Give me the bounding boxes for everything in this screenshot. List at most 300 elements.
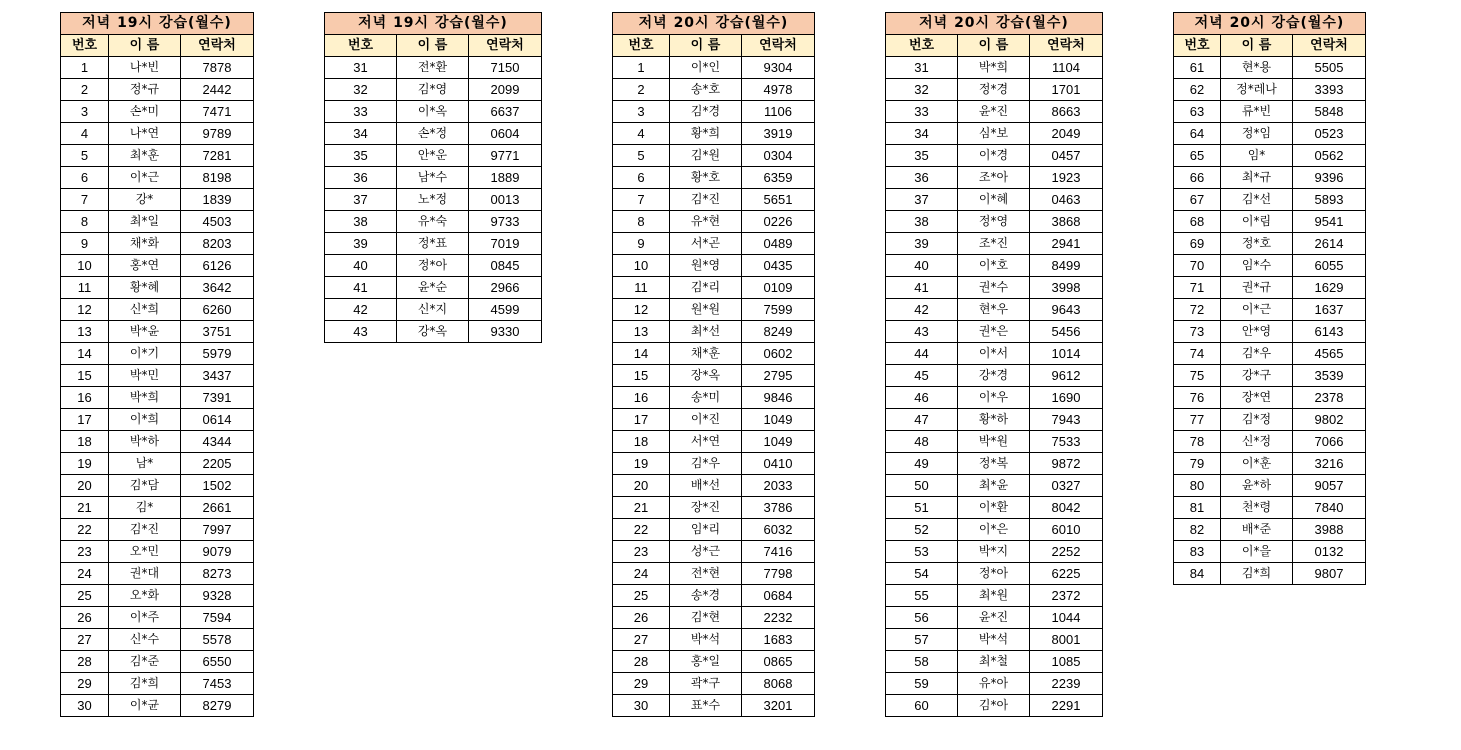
row-number: 79: [1174, 453, 1221, 475]
member-name: 김*원: [670, 145, 742, 167]
row-number: 6: [61, 167, 109, 189]
member-name: 박*희: [109, 387, 181, 409]
table-row: [613, 167, 815, 189]
contact-digits: 9802: [1293, 409, 1366, 431]
member-name: 권*수: [958, 277, 1030, 299]
contact-digits: 1839: [181, 189, 254, 211]
table-row: [613, 541, 815, 563]
table-row: [613, 233, 815, 255]
table-row: [61, 233, 254, 255]
table-row: [613, 321, 815, 343]
member-name: 정*경: [958, 79, 1030, 101]
member-name: 김*담: [109, 475, 181, 497]
contact-digits: 8001: [1030, 629, 1103, 651]
member-name: 김*현: [670, 607, 742, 629]
contact-digits: 1690: [1030, 387, 1103, 409]
member-name: 김*경: [670, 101, 742, 123]
contact-digits: 1049: [742, 431, 815, 453]
contact-digits: 3988: [1293, 519, 1366, 541]
row-number: 23: [61, 541, 109, 563]
header-no: 번호: [325, 35, 397, 57]
contact-digits: 7943: [1030, 409, 1103, 431]
member-name: 이*근: [1221, 299, 1293, 321]
contact-digits: 5893: [1293, 189, 1366, 211]
member-name: 김*진: [670, 189, 742, 211]
row-number: 7: [613, 189, 670, 211]
row-number: 20: [61, 475, 109, 497]
contact-digits: 6260: [181, 299, 254, 321]
row-number: 42: [886, 299, 958, 321]
table-row: [61, 497, 254, 519]
header-name: 이 름: [109, 35, 181, 57]
row-number: 12: [613, 299, 670, 321]
table-body: [61, 57, 254, 717]
member-name: 윤*순: [397, 277, 469, 299]
table-row: [1174, 189, 1366, 211]
table-row: [61, 541, 254, 563]
contact-digits: 3393: [1293, 79, 1366, 101]
contact-digits: 7391: [181, 387, 254, 409]
member-name: 김*정: [1221, 409, 1293, 431]
table-title: 저녁 20시 강습(월수): [1174, 13, 1366, 35]
contact-digits: 6637: [469, 101, 542, 123]
member-name: 이*을: [1221, 541, 1293, 563]
row-number: 84: [1174, 563, 1221, 585]
contact-digits: 0226: [742, 211, 815, 233]
member-name: 류*빈: [1221, 101, 1293, 123]
table-row: [61, 211, 254, 233]
contact-digits: 7840: [1293, 497, 1366, 519]
table-row: [1174, 255, 1366, 277]
row-number: 45: [886, 365, 958, 387]
contact-digits: 2941: [1030, 233, 1103, 255]
contact-digits: 5456: [1030, 321, 1103, 343]
contact-digits: 4344: [181, 431, 254, 453]
contact-digits: 2099: [469, 79, 542, 101]
table-row: [886, 673, 1103, 695]
row-number: 60: [886, 695, 958, 717]
row-number: 77: [1174, 409, 1221, 431]
table-row: [1174, 519, 1366, 541]
row-number: 24: [61, 563, 109, 585]
member-name: 장*옥: [670, 365, 742, 387]
member-name: 성*근: [670, 541, 742, 563]
member-name: 황*혜: [109, 277, 181, 299]
table-row: [1174, 299, 1366, 321]
member-name: 이*환: [958, 497, 1030, 519]
member-name: 정*호: [1221, 233, 1293, 255]
table-row: [886, 299, 1103, 321]
row-number: 78: [1174, 431, 1221, 453]
contact-digits: 7416: [742, 541, 815, 563]
row-number: 24: [613, 563, 670, 585]
member-name: 최*일: [109, 211, 181, 233]
member-name: 표*수: [670, 695, 742, 717]
contact-digits: 0845: [469, 255, 542, 277]
contact-digits: 9612: [1030, 365, 1103, 387]
contact-digits: 2291: [1030, 695, 1103, 717]
table-row: [61, 651, 254, 673]
contact-digits: 0410: [742, 453, 815, 475]
member-name: 채*화: [109, 233, 181, 255]
row-number: 19: [613, 453, 670, 475]
table-row: [1174, 211, 1366, 233]
row-number: 25: [613, 585, 670, 607]
member-name: 원*영: [670, 255, 742, 277]
contact-digits: 8249: [742, 321, 815, 343]
row-number: 35: [886, 145, 958, 167]
table-row: [886, 541, 1103, 563]
member-name: 정*임: [1221, 123, 1293, 145]
contact-digits: 7798: [742, 563, 815, 585]
row-number: 25: [61, 585, 109, 607]
member-name: 곽*구: [670, 673, 742, 695]
member-name: 권*규: [1221, 277, 1293, 299]
table-body: [886, 57, 1103, 717]
member-name: 권*은: [958, 321, 1030, 343]
contact-digits: 7533: [1030, 431, 1103, 453]
row-number: 21: [61, 497, 109, 519]
row-number: 23: [613, 541, 670, 563]
contact-digits: 8273: [181, 563, 254, 585]
row-number: 27: [613, 629, 670, 651]
row-number: 32: [325, 79, 397, 101]
table-row: [61, 629, 254, 651]
member-name: 박*석: [958, 629, 1030, 651]
contact-digits: 1502: [181, 475, 254, 497]
table-row: [1174, 365, 1366, 387]
row-number: 28: [61, 651, 109, 673]
member-name: 박*희: [958, 57, 1030, 79]
table-row: [613, 189, 815, 211]
member-name: 김*진: [109, 519, 181, 541]
row-number: 59: [886, 673, 958, 695]
member-name: 안*영: [1221, 321, 1293, 343]
header-contact: 연락처: [742, 35, 815, 57]
member-name: 배*준: [1221, 519, 1293, 541]
contact-digits: 8203: [181, 233, 254, 255]
row-number: 42: [325, 299, 397, 321]
table-row: [325, 211, 542, 233]
table-row: [613, 299, 815, 321]
row-number: 18: [61, 431, 109, 453]
contact-digits: 2966: [469, 277, 542, 299]
contact-digits: 5578: [181, 629, 254, 651]
table-row: [613, 409, 815, 431]
member-name: 현*우: [958, 299, 1030, 321]
row-number: 18: [613, 431, 670, 453]
contact-digits: 6550: [181, 651, 254, 673]
contact-digits: 1104: [1030, 57, 1103, 79]
member-name: 이*훈: [1221, 453, 1293, 475]
row-number: 49: [886, 453, 958, 475]
contact-digits: 1889: [469, 167, 542, 189]
member-name: 박*지: [958, 541, 1030, 563]
contact-digits: 0109: [742, 277, 815, 299]
header-name: 이 름: [397, 35, 469, 57]
table-row: [61, 431, 254, 453]
roster-table-1: [60, 12, 254, 717]
member-name: 심*보: [958, 123, 1030, 145]
member-name: 정*아: [397, 255, 469, 277]
contact-digits: 0562: [1293, 145, 1366, 167]
row-number: 22: [61, 519, 109, 541]
member-name: 최*선: [670, 321, 742, 343]
table-row: [325, 123, 542, 145]
contact-digits: 5651: [742, 189, 815, 211]
row-number: 70: [1174, 255, 1221, 277]
row-number: 19: [61, 453, 109, 475]
table-row: [325, 189, 542, 211]
member-name: 권*대: [109, 563, 181, 585]
row-number: 33: [886, 101, 958, 123]
header-name: 이 름: [958, 35, 1030, 57]
contact-digits: 0013: [469, 189, 542, 211]
contact-digits: 4599: [469, 299, 542, 321]
member-name: 전*환: [397, 57, 469, 79]
row-number: 55: [886, 585, 958, 607]
contact-digits: 9057: [1293, 475, 1366, 497]
table-row: [886, 255, 1103, 277]
table-row: [886, 409, 1103, 431]
row-number: 21: [613, 497, 670, 519]
contact-digits: 7594: [181, 607, 254, 629]
contact-digits: 0604: [469, 123, 542, 145]
contact-digits: 6225: [1030, 563, 1103, 585]
contact-digits: 3216: [1293, 453, 1366, 475]
row-number: 8: [61, 211, 109, 233]
contact-digits: 0457: [1030, 145, 1103, 167]
member-name: 임*리: [670, 519, 742, 541]
row-number: 34: [886, 123, 958, 145]
member-name: 이*희: [109, 409, 181, 431]
contact-digits: 4565: [1293, 343, 1366, 365]
table-row: [1174, 321, 1366, 343]
member-name: 현*용: [1221, 57, 1293, 79]
table-row: [61, 101, 254, 123]
table-row: [886, 365, 1103, 387]
row-number: 38: [886, 211, 958, 233]
table-row: [325, 79, 542, 101]
row-number: 37: [886, 189, 958, 211]
contact-digits: 1106: [742, 101, 815, 123]
row-number: 74: [1174, 343, 1221, 365]
row-number: 31: [886, 57, 958, 79]
member-name: 이*기: [109, 343, 181, 365]
member-name: 조*아: [958, 167, 1030, 189]
table-row: [325, 321, 542, 343]
member-name: 윤*하: [1221, 475, 1293, 497]
member-name: 송*경: [670, 585, 742, 607]
contact-digits: 0132: [1293, 541, 1366, 563]
table-row: [1174, 145, 1366, 167]
member-name: 임*수: [1221, 255, 1293, 277]
table-row: [613, 57, 815, 79]
row-number: 76: [1174, 387, 1221, 409]
member-name: 정*영: [958, 211, 1030, 233]
member-name: 손*미: [109, 101, 181, 123]
table-row: [61, 387, 254, 409]
row-number: 58: [886, 651, 958, 673]
member-name: 이*서: [958, 343, 1030, 365]
row-number: 73: [1174, 321, 1221, 343]
table-row: [1174, 79, 1366, 101]
table-row: [1174, 497, 1366, 519]
member-name: 장*연: [1221, 387, 1293, 409]
contact-digits: 0463: [1030, 189, 1103, 211]
table-row: [886, 563, 1103, 585]
row-number: 40: [325, 255, 397, 277]
table-row: [613, 475, 815, 497]
row-number: 11: [61, 277, 109, 299]
contact-digits: 9846: [742, 387, 815, 409]
contact-digits: 6359: [742, 167, 815, 189]
row-number: 64: [1174, 123, 1221, 145]
table-row: [1174, 431, 1366, 453]
row-number: 20: [613, 475, 670, 497]
contact-digits: 0602: [742, 343, 815, 365]
member-name: 이*주: [109, 607, 181, 629]
table-row: [886, 453, 1103, 475]
contact-digits: 2442: [181, 79, 254, 101]
row-number: 82: [1174, 519, 1221, 541]
table-row: [613, 211, 815, 233]
row-number: 41: [325, 277, 397, 299]
table-row: [886, 233, 1103, 255]
contact-digits: 9328: [181, 585, 254, 607]
member-name: 신*희: [109, 299, 181, 321]
table-row: [61, 277, 254, 299]
member-name: 임*: [1221, 145, 1293, 167]
table-row: [325, 277, 542, 299]
table-row: [886, 57, 1103, 79]
table-row: [613, 101, 815, 123]
table-row: [886, 497, 1103, 519]
member-name: 노*정: [397, 189, 469, 211]
row-number: 39: [886, 233, 958, 255]
member-name: 서*연: [670, 431, 742, 453]
table-row: [1174, 475, 1366, 497]
header-name: 이 름: [670, 35, 742, 57]
row-number: 80: [1174, 475, 1221, 497]
row-number: 35: [325, 145, 397, 167]
row-number: 12: [61, 299, 109, 321]
row-number: 54: [886, 563, 958, 585]
row-number: 1: [613, 57, 670, 79]
member-name: 이*옥: [397, 101, 469, 123]
row-number: 69: [1174, 233, 1221, 255]
contact-digits: 8279: [181, 695, 254, 717]
member-name: 황*호: [670, 167, 742, 189]
member-name: 원*원: [670, 299, 742, 321]
table-row: [61, 255, 254, 277]
member-name: 정*레나: [1221, 79, 1293, 101]
row-number: 48: [886, 431, 958, 453]
contact-digits: 0614: [181, 409, 254, 431]
contact-digits: 1629: [1293, 277, 1366, 299]
table-row: [61, 123, 254, 145]
member-name: 최*윤: [958, 475, 1030, 497]
member-name: 정*규: [109, 79, 181, 101]
table-row: [325, 145, 542, 167]
table-row: [613, 695, 815, 717]
table-row: [886, 519, 1103, 541]
table-row: [325, 255, 542, 277]
member-name: 송*미: [670, 387, 742, 409]
row-number: 43: [325, 321, 397, 343]
table-row: [613, 497, 815, 519]
table-row: [613, 145, 815, 167]
contact-digits: 1049: [742, 409, 815, 431]
contact-digits: 0435: [742, 255, 815, 277]
contact-digits: 2205: [181, 453, 254, 475]
row-number: 83: [1174, 541, 1221, 563]
table-row: [61, 343, 254, 365]
contact-digits: 9789: [181, 123, 254, 145]
row-number: 36: [886, 167, 958, 189]
table-title: 저녁 19시 강습(월수): [61, 13, 254, 35]
row-number: 51: [886, 497, 958, 519]
contact-digits: 6032: [742, 519, 815, 541]
row-number: 40: [886, 255, 958, 277]
member-name: 전*현: [670, 563, 742, 585]
table-row: [886, 475, 1103, 497]
contact-digits: 0489: [742, 233, 815, 255]
row-number: 33: [325, 101, 397, 123]
member-name: 이*경: [958, 145, 1030, 167]
header-no: 번호: [1174, 35, 1221, 57]
member-name: 안*운: [397, 145, 469, 167]
member-name: 신*정: [1221, 431, 1293, 453]
table-body: [1174, 57, 1366, 585]
contact-digits: 3642: [181, 277, 254, 299]
member-name: 채*훈: [670, 343, 742, 365]
contact-digits: 7066: [1293, 431, 1366, 453]
row-number: 28: [613, 651, 670, 673]
table-row: [613, 79, 815, 101]
member-name: 송*호: [670, 79, 742, 101]
row-number: 39: [325, 233, 397, 255]
table-row: [1174, 101, 1366, 123]
member-name: 이*균: [109, 695, 181, 717]
member-name: 오*민: [109, 541, 181, 563]
table-row: [613, 387, 815, 409]
row-number: 15: [613, 365, 670, 387]
contact-digits: 2239: [1030, 673, 1103, 695]
contact-digits: 8499: [1030, 255, 1103, 277]
contact-digits: 9330: [469, 321, 542, 343]
row-number: 1: [61, 57, 109, 79]
contact-digits: 8198: [181, 167, 254, 189]
row-number: 41: [886, 277, 958, 299]
contact-digits: 7281: [181, 145, 254, 167]
member-name: 나*빈: [109, 57, 181, 79]
member-name: 이*근: [109, 167, 181, 189]
row-number: 3: [613, 101, 670, 123]
table-row: [1174, 233, 1366, 255]
contact-digits: 4978: [742, 79, 815, 101]
member-name: 손*정: [397, 123, 469, 145]
contact-digits: 0684: [742, 585, 815, 607]
row-number: 52: [886, 519, 958, 541]
member-name: 박*석: [670, 629, 742, 651]
table-row: [325, 57, 542, 79]
row-number: 67: [1174, 189, 1221, 211]
member-name: 김*준: [109, 651, 181, 673]
row-number: 9: [613, 233, 670, 255]
row-number: 43: [886, 321, 958, 343]
row-number: 71: [1174, 277, 1221, 299]
